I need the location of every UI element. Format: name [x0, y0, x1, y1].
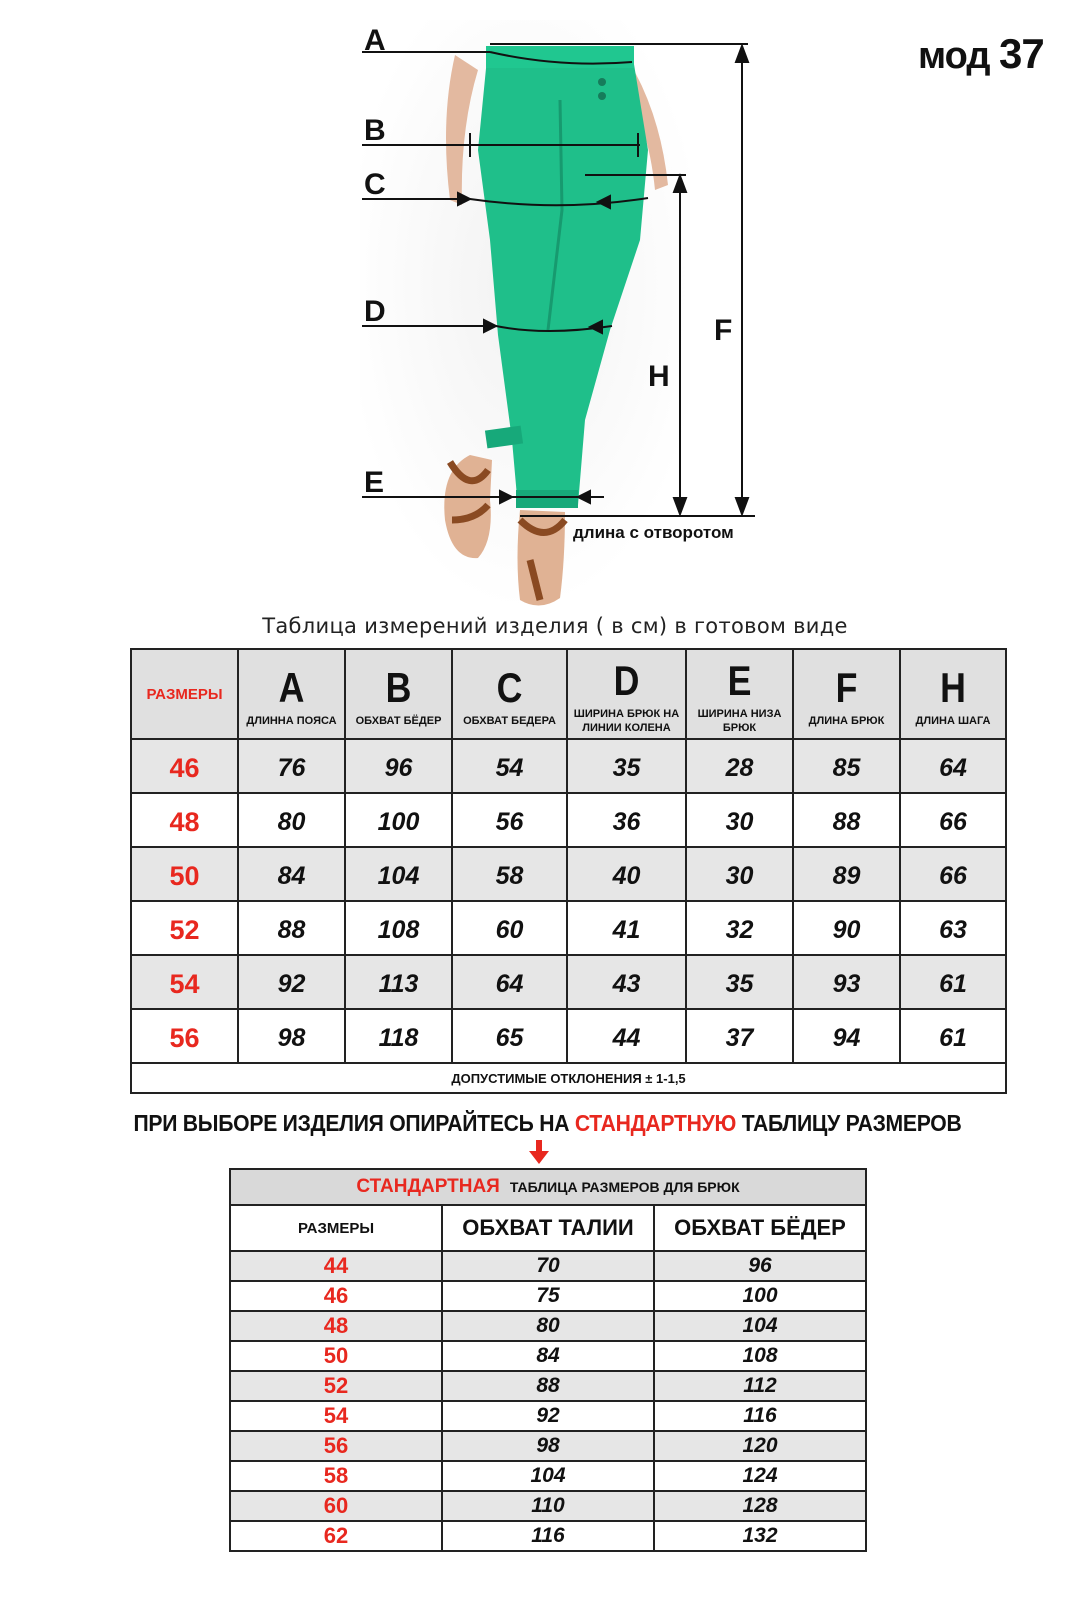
table-cell: 88 [793, 793, 900, 847]
table-row [230, 1521, 866, 1551]
size-cell: 48 [131, 793, 238, 847]
column-letter: D [613, 657, 640, 704]
table-cell: 65 [452, 1009, 567, 1063]
table-row [230, 1491, 866, 1521]
size-cell: 62 [230, 1521, 442, 1551]
table-cell: 56 [452, 793, 567, 847]
hips-cell: 132 [654, 1521, 866, 1551]
measurement-header-row [131, 649, 1006, 739]
table-cell: 58 [452, 847, 567, 901]
table-row [230, 1311, 866, 1341]
size-header: РАЗМЕРЫ [131, 649, 238, 739]
table-cell: 60 [452, 901, 567, 955]
waist-cell: 88 [442, 1371, 654, 1401]
table-row [230, 1461, 866, 1491]
standard-title-rest: ТАБЛИЦА РАЗМЕРОВ ДЛЯ БРЮК [509, 1179, 740, 1195]
cuff-right [516, 490, 578, 508]
column-name: ДЛИНА БРЮК [808, 715, 885, 727]
column-header-d [567, 649, 686, 739]
size-cell: 60 [230, 1491, 442, 1521]
label-d: D [364, 295, 386, 328]
tolerance-note: ДОПУСТИМЫЕ ОТКЛОНЕНИЯ ± 1-1,5 [131, 1063, 1006, 1093]
table-row [131, 901, 1006, 955]
table-cell: 30 [686, 793, 793, 847]
table-cell: 108 [345, 901, 452, 955]
table-cell: 35 [567, 739, 686, 793]
advice-line [44, 1110, 1051, 1137]
table-row [230, 1251, 866, 1281]
table-row [131, 793, 1006, 847]
size-cell: 52 [131, 901, 238, 955]
table-cell: 40 [567, 847, 686, 901]
arrow-f-top-icon [736, 46, 748, 62]
table-row [230, 1371, 866, 1401]
column-name: ШИРИНА БРЮК НА ЛИНИИ КОЛЕНА [573, 708, 680, 734]
hips-cell: 108 [654, 1341, 866, 1371]
column-header-f [793, 649, 900, 739]
waist-cell: 84 [442, 1341, 654, 1371]
label-c: C [364, 168, 386, 201]
hips-cell: 112 [654, 1371, 866, 1401]
column-header-h [900, 649, 1006, 739]
size-cell: 46 [131, 739, 238, 793]
table-cell: 35 [686, 955, 793, 1009]
table-row [230, 1401, 866, 1431]
size-cell: 54 [131, 955, 238, 1009]
column-name: ОБХВАТ БЁДЕР [355, 715, 442, 727]
table-cell: 98 [238, 1009, 345, 1063]
table-cell: 88 [238, 901, 345, 955]
cuff-note: длина с отворотом [573, 523, 734, 542]
label-h: H [648, 360, 670, 393]
column-name: ДЛИНА ШАГА [915, 715, 991, 727]
column-header-a [238, 649, 345, 739]
column-name: ОБХВАТ БЕДЕРА [463, 715, 556, 727]
hips-cell: 124 [654, 1461, 866, 1491]
table-cell: 64 [900, 739, 1006, 793]
table-cell: 28 [686, 739, 793, 793]
hips-cell: 128 [654, 1491, 866, 1521]
measurement-diagram [0, 0, 1066, 615]
waist-cell: 110 [442, 1491, 654, 1521]
table-cell: 89 [793, 847, 900, 901]
table-cell: 61 [900, 1009, 1006, 1063]
table-cell: 104 [345, 847, 452, 901]
column-name: ДЛИННА ПОЯСА [246, 715, 337, 727]
standard-title [230, 1169, 866, 1205]
arrow-down-icon [529, 1140, 549, 1164]
table-cell: 61 [900, 955, 1006, 1009]
label-b: B [364, 114, 386, 147]
size-cell: 56 [230, 1431, 442, 1461]
table-cell: 118 [345, 1009, 452, 1063]
table-cell: 36 [567, 793, 686, 847]
table-row [230, 1341, 866, 1371]
hips-cell: 104 [654, 1311, 866, 1341]
column-header-e [686, 649, 793, 739]
size-cell: 52 [230, 1371, 442, 1401]
table-cell: 64 [452, 955, 567, 1009]
table-cell: 100 [345, 793, 452, 847]
advice-after: ТАБЛИЦУ РАЗМЕРОВ [736, 1110, 962, 1136]
waist-cell: 92 [442, 1401, 654, 1431]
column-letter: F [835, 664, 858, 711]
table-cell: 92 [238, 955, 345, 1009]
table-cell: 54 [452, 739, 567, 793]
table-cell: 90 [793, 901, 900, 955]
table-cell: 37 [686, 1009, 793, 1063]
size-cell: 50 [230, 1341, 442, 1371]
size-cell: 46 [230, 1281, 442, 1311]
table-row [131, 847, 1006, 901]
size-cell: 54 [230, 1401, 442, 1431]
column-letter: H [940, 664, 966, 711]
table-cell: 94 [793, 1009, 900, 1063]
column-letter: C [496, 664, 523, 711]
table-cell: 85 [793, 739, 900, 793]
table-row [230, 1281, 866, 1311]
measurement-table-caption: Таблица измерений изделия ( в см) в готовом виде [262, 614, 848, 638]
column-letter: B [385, 664, 412, 711]
table-row [230, 1431, 866, 1461]
waistband [486, 46, 634, 68]
size-cell: 58 [230, 1461, 442, 1491]
standard-header-waist: ОБХВАТ ТАЛИИ [442, 1205, 654, 1251]
waist-cell: 80 [442, 1311, 654, 1341]
column-header-b [345, 649, 452, 739]
table-cell: 66 [900, 793, 1006, 847]
standard-size-table [229, 1168, 867, 1552]
waist-cell: 104 [442, 1461, 654, 1491]
hips-cell: 100 [654, 1281, 866, 1311]
hips-cell: 116 [654, 1401, 866, 1431]
table-cell: 76 [238, 739, 345, 793]
measurement-table [130, 648, 1007, 1094]
label-f: F [714, 314, 733, 347]
waist-cell: 75 [442, 1281, 654, 1311]
model-prefix: мод [918, 35, 990, 77]
column-letter: E [727, 657, 752, 704]
table-row [131, 1009, 1006, 1063]
size-cell: 44 [230, 1251, 442, 1281]
waist-cell: 116 [442, 1521, 654, 1551]
table-cell: 66 [900, 847, 1006, 901]
column-header-c [452, 649, 567, 739]
label-a: A [364, 24, 386, 57]
advice-before: ПРИ ВЫБОРЕ ИЗДЕЛИЯ ОПИРАЙТЕСЬ НА [133, 1110, 575, 1136]
waist-cell: 98 [442, 1431, 654, 1461]
standard-header-size: РАЗМЕРЫ [230, 1205, 442, 1251]
size-cell: 50 [131, 847, 238, 901]
label-e: E [364, 466, 385, 499]
table-cell: 43 [567, 955, 686, 1009]
table-cell: 41 [567, 901, 686, 955]
table-cell: 96 [345, 739, 452, 793]
table-cell: 93 [793, 955, 900, 1009]
table-cell: 84 [238, 847, 345, 901]
model-number: 37 [999, 30, 1044, 77]
table-cell: 63 [900, 901, 1006, 955]
standard-header-hips: ОБХВАТ БЁДЕР [654, 1205, 866, 1251]
advice-accent: СТАНДАРТНУЮ [574, 1110, 737, 1136]
size-cell: 48 [230, 1311, 442, 1341]
standard-header-row [230, 1205, 866, 1251]
table-cell: 32 [686, 901, 793, 955]
standard-title-row [230, 1169, 866, 1205]
table-cell: 30 [686, 847, 793, 901]
button-icon [598, 78, 606, 86]
column-letter: A [278, 664, 305, 711]
table-cell: 113 [345, 955, 452, 1009]
hips-cell: 96 [654, 1251, 866, 1281]
table-row [131, 955, 1006, 1009]
hips-cell: 120 [654, 1431, 866, 1461]
button-icon-2 [598, 92, 606, 100]
table-cell: 80 [238, 793, 345, 847]
table-cell: 44 [567, 1009, 686, 1063]
tolerance-row [131, 1063, 1006, 1093]
column-name: ШИРИНА НИЗА БРЮК [697, 708, 782, 734]
arrow-f-bottom-icon [736, 498, 748, 514]
size-cell: 56 [131, 1009, 238, 1063]
waist-cell: 70 [442, 1251, 654, 1281]
table-row [131, 739, 1006, 793]
standard-title-accent: СТАНДАРТНАЯ [356, 1176, 500, 1197]
